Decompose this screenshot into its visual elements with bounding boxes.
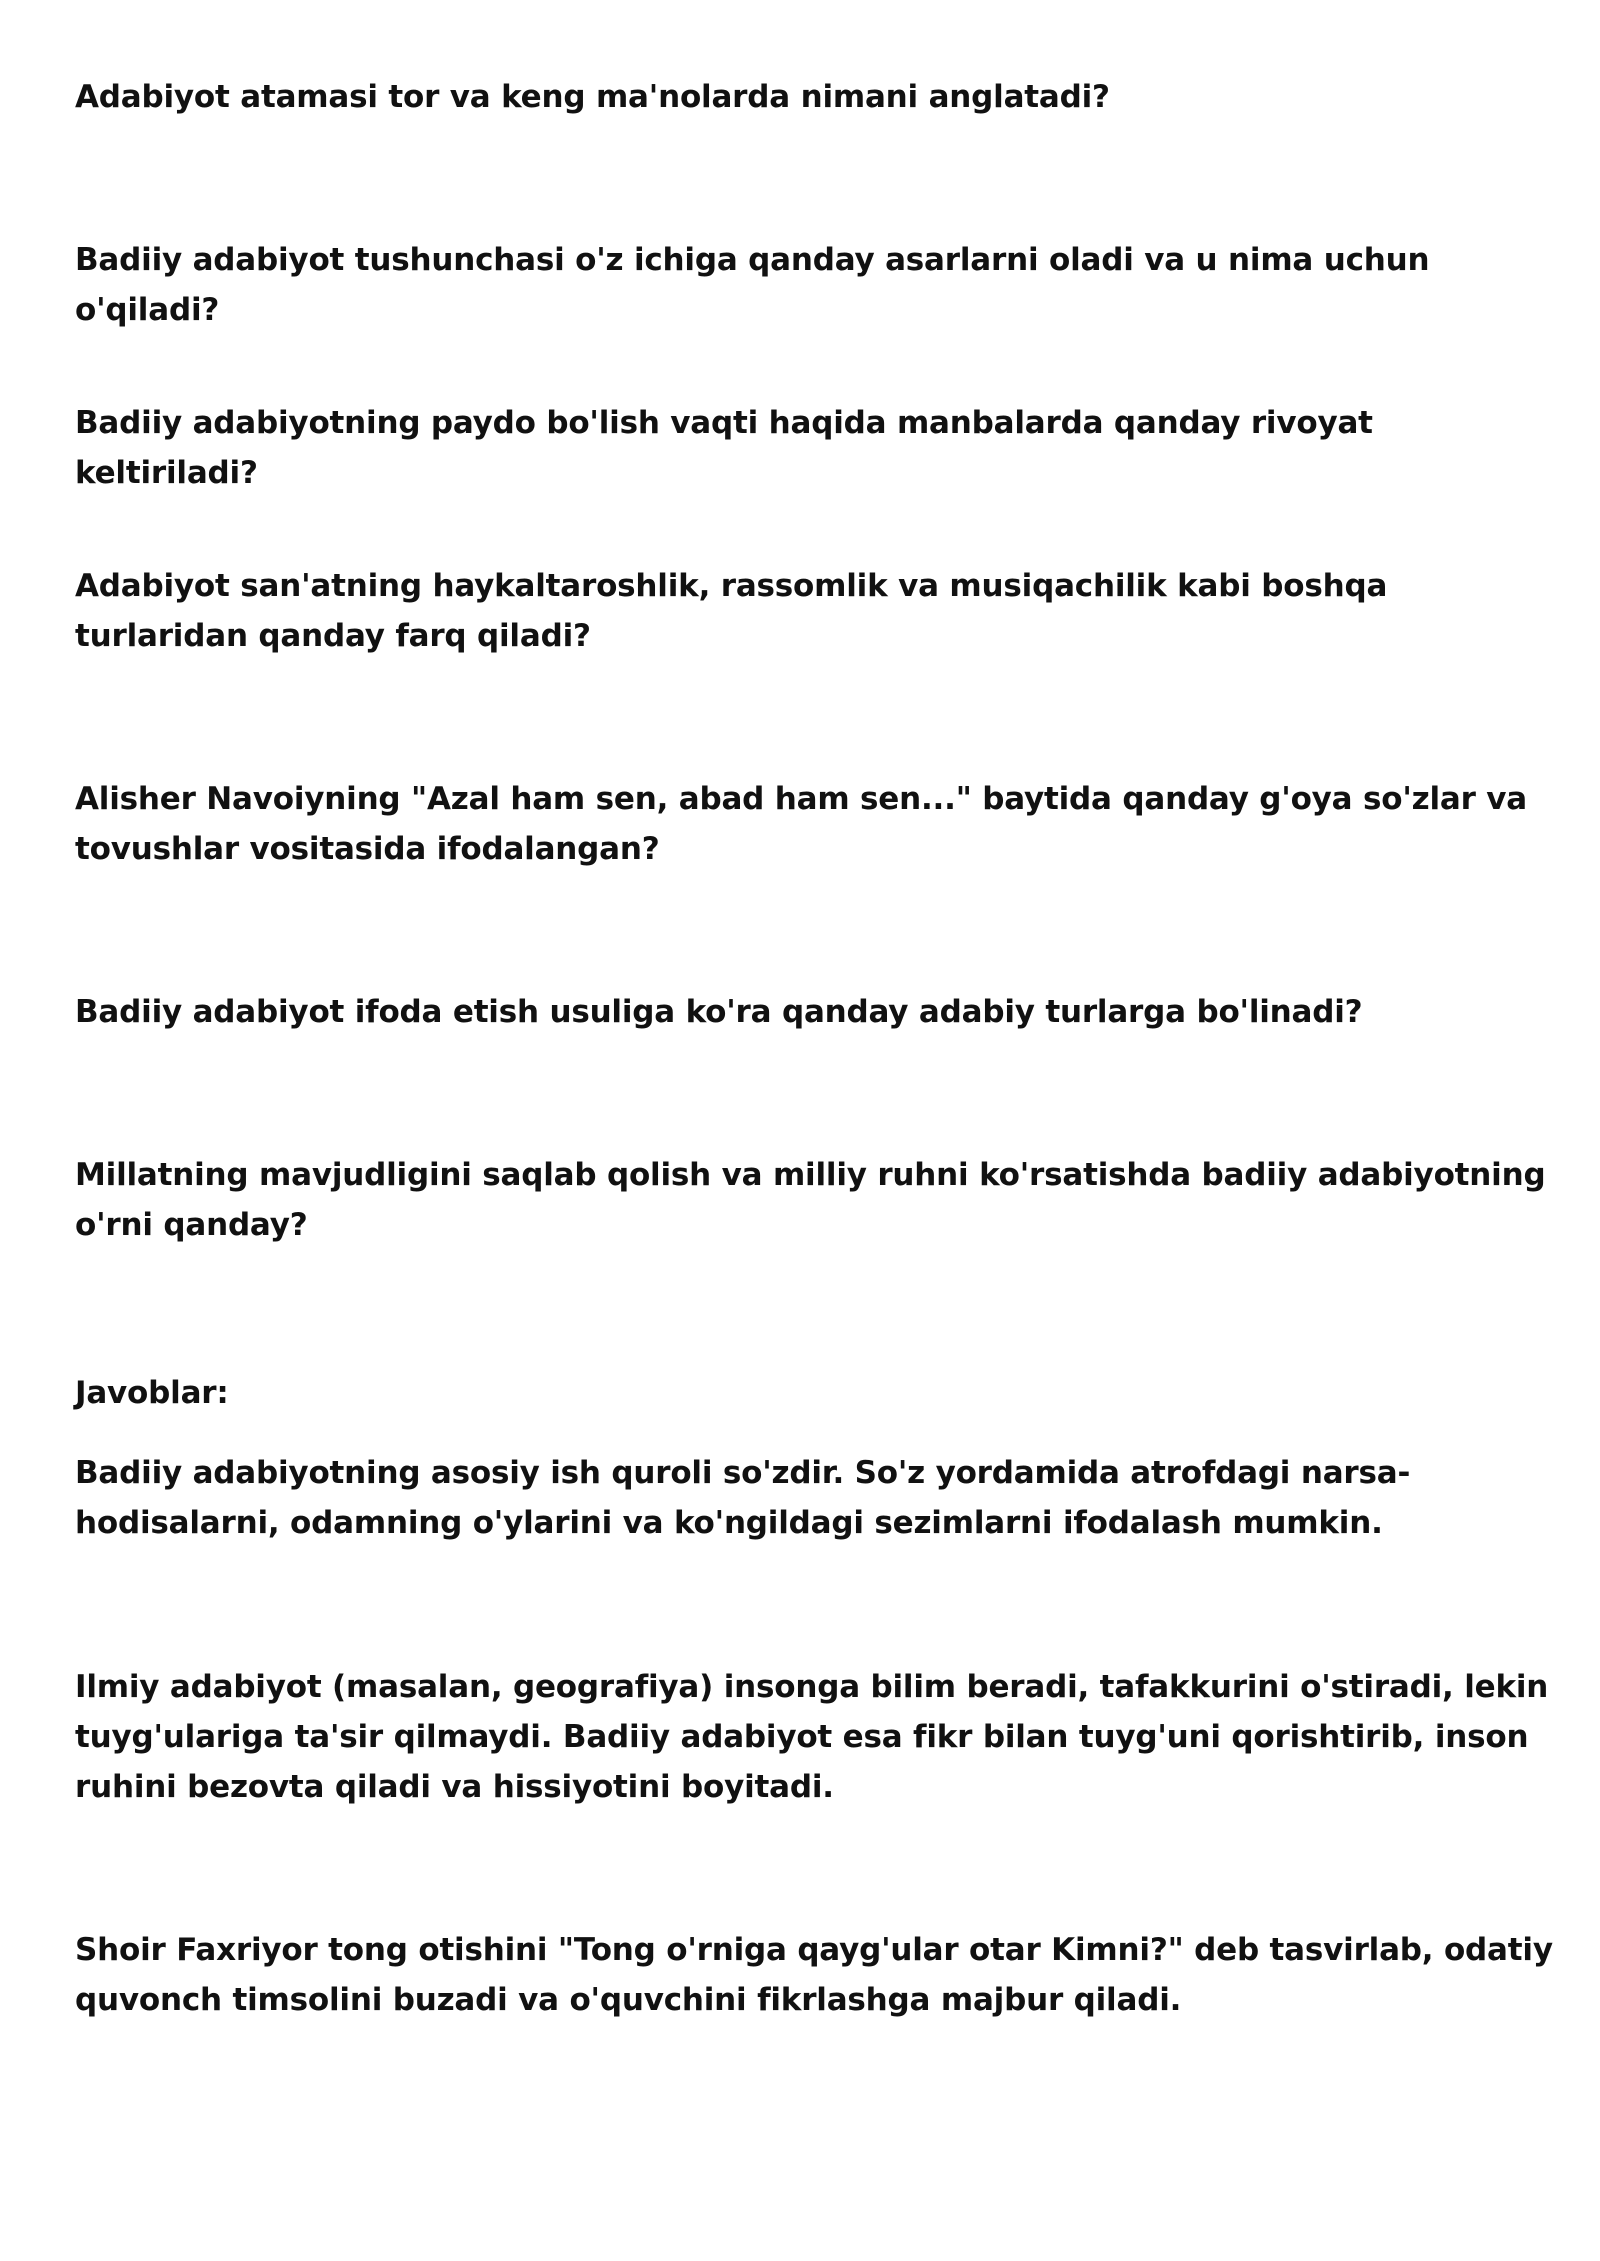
answers-heading: Javoblar: [75, 1375, 229, 1411]
question-1: Adabiyot atamasi tor va keng ma'nolarda nimani anglatadi? [75, 79, 1110, 115]
question-7: Millatning mavjudligini saqlab qolish va milliy ruhni ko'rsatishda badiiy adabiyotning o'rni qanday? [75, 1157, 1546, 1243]
question-4: Adabiyot san'atning haykaltaroshlik, rassomlik va musiqachilik kabi boshqa turlaridan qanday farq qiladi? [75, 568, 1388, 654]
question-6: Badiiy adabiyot ifoda etish usuliga ko'ra qanday adabiy turlarga bo'linadi? [75, 994, 1363, 1030]
answer-1: Badiiy adabiyotning asosiy ish quroli so'zdir. So'z yordamida atrofdagi narsa-hodisalarni, odamning o'ylarini va ko'ngildagi sezimlarni ifodalash mumkin. [75, 1455, 1411, 1541]
question-2: Badiiy adabiyot tushunchasi o'z ichiga qanday asarlarni oladi va u nima uchun o'qiladi? [75, 242, 1430, 328]
answer-2: Ilmiy adabiyot (masalan, geografiya) insonga bilim beradi, tafakkurini o'stiradi, lekin tuyg'ulariga ta'sir qilmaydi. Badiiy adabiyot esa fikr bilan tuyg'uni qorishtirib, inson ruhini bezovta qiladi va hissiyotini boyitadi. [75, 1669, 1549, 1805]
question-5: Alisher Navoiyning "Azal ham sen, abad ham sen..." baytida qanday g'oya so'zlar va tovushlar vositasida ifodalangan? [75, 781, 1528, 867]
answer-3: Shoir Faxriyor tong otishini "Tong o'rniga qayg'ular otar Kimni?" deb tasvirlab, odatiy quvonch timsolini buzadi va o'quvchini fikrlashga majbur qiladi. [75, 1932, 1553, 2018]
question-3: Badiiy adabiyotning paydo bo'lish vaqti haqida manbalarda qanday rivoyat keltiriladi? [75, 405, 1373, 491]
